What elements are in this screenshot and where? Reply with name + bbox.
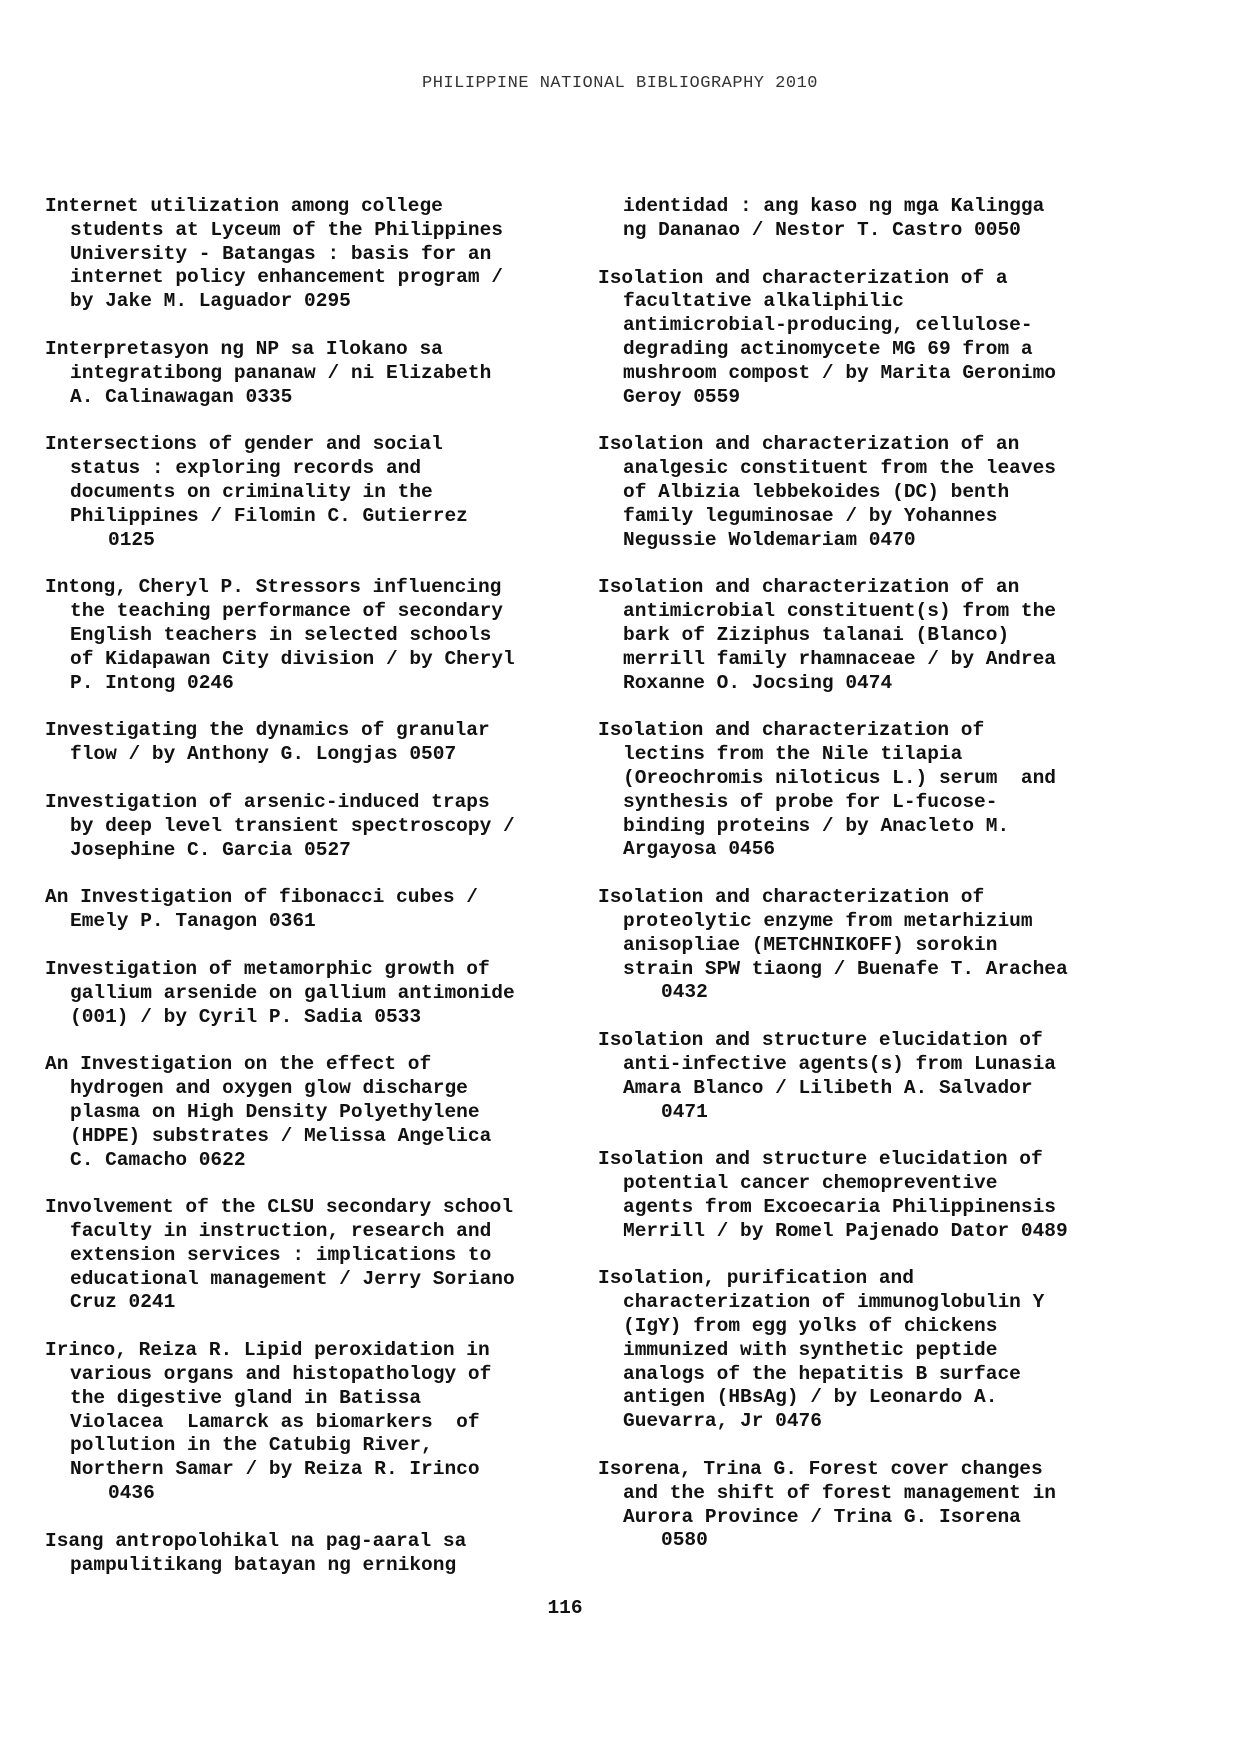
bibliography-entry [598, 1458, 1118, 1553]
entry-line: by Jake M. Laguador 0295 [70, 290, 351, 313]
bibliography-entry [45, 433, 565, 552]
entry-line: extension services : implications to [70, 1243, 492, 1266]
entry-line: agents from Excoecaria Philippinensis [623, 1195, 1056, 1218]
entry-line: integratibong pananaw / ni Elizabeth [70, 361, 492, 384]
bibliography-entry [598, 886, 1118, 1005]
bibliography-entry [45, 1053, 565, 1172]
entry-line: Isorena, Trina G. Forest cover changes [598, 1458, 1043, 1481]
entry-line: anti-infective agents(s) from Lunasia [623, 1052, 1056, 1075]
entry-line: Investigation of metamorphic growth of [45, 957, 490, 980]
entry-line: Argayosa 0456 [623, 838, 776, 861]
entry-line: University - Batangas : basis for an [70, 242, 492, 265]
entry-line: Amara Blanco / Lilibeth A. Salvador [623, 1076, 1033, 1099]
entry-line: (Oreochromis niloticus L.) serum and [623, 766, 1056, 789]
entry-line: Merrill / by Romel Pajenado Dator 0489 [623, 1219, 1068, 1242]
entry-line: (HDPE) substrates / Melissa Angelica [70, 1124, 492, 1147]
bibliography-entry [45, 719, 565, 767]
bibliography-entry [598, 267, 1118, 410]
entry-line: plasma on High Density Polyethylene [70, 1100, 480, 1123]
entry-line: Josephine C. Garcia 0527 [70, 838, 351, 861]
entry-line: various organs and histopathology of [70, 1363, 492, 1386]
bibliography-entry [598, 195, 1118, 243]
entry-line: Irinco, Reiza R. Lipid peroxidation in [45, 1339, 490, 1362]
entry-line: analgesic constituent from the leaves [623, 457, 1056, 480]
entry-line: 0471 [661, 1100, 708, 1123]
entry-line: Geroy 0559 [623, 385, 741, 408]
entry-line: degrading actinomycete MG 69 from a [623, 337, 1033, 360]
entry-line: (IgY) from egg yolks of chickens [623, 1315, 998, 1338]
entry-line: Internet utilization among college [45, 195, 443, 217]
entry-line: 0432 [661, 981, 708, 1004]
entry-line: 0125 [108, 528, 155, 551]
bibliography-entry [45, 1530, 565, 1578]
left-column [45, 195, 565, 1601]
entry-line: documents on criminality in the [70, 480, 433, 503]
entry-line: Isolation and characterization of a [598, 266, 1008, 289]
entry-line: potential cancer chemopreventive [623, 1172, 998, 1195]
entry-line: strain SPW tiaong / Buenafe T. Arachea [623, 957, 1068, 980]
entry-line: binding proteins / by Anacleto M. [623, 814, 1010, 837]
bibliography-entry [598, 1029, 1118, 1124]
entry-line: Isolation and structure elucidation of [598, 1029, 1043, 1052]
entry-line: antigen (HBsAg) / by Leonardo A. [623, 1386, 998, 1409]
entry-line: analogs of the hepatitis B surface [623, 1362, 1021, 1385]
entry-line: family leguminosae / by Yohannes [623, 504, 998, 527]
entry-line: Violacea Lamarck as biomarkers of [70, 1410, 480, 1433]
entry-line: An Investigation on the effect of [45, 1053, 432, 1076]
entry-line: Philippines / Filomin C. Gutierrez [70, 504, 468, 527]
entry-line: Emely P. Tanagon 0361 [70, 910, 316, 933]
right-column [598, 195, 1118, 1577]
entry-line: antimicrobial-producing, cellulose- [623, 314, 1033, 337]
entry-line: Investigation of arsenic-induced traps [45, 790, 490, 813]
entry-line: (001) / by Cyril P. Sadia 0533 [70, 1005, 422, 1028]
entry-line: merrill family rhamnaceae / by Andrea [623, 647, 1056, 670]
entry-line: ng Dananao / Nestor T. Castro 0050 [623, 218, 1021, 241]
bibliography-entry [45, 958, 565, 1029]
entry-line: and the shift of forest management in [623, 1481, 1056, 1504]
entry-line: Isolation, purification and [598, 1267, 914, 1290]
bibliography-entry [45, 886, 565, 934]
entry-line: educational management / Jerry Soriano [70, 1267, 515, 1290]
entry-line: Isolation and structure elucidation of [598, 1148, 1043, 1171]
entry-line: Intersections of gender and social [45, 433, 443, 456]
entry-line: of Kidapawan City division / by Cheryl [70, 647, 515, 670]
entry-line: characterization of immunoglobulin Y [623, 1291, 1045, 1314]
entry-line: by deep level transient spectroscopy / [70, 814, 515, 837]
entry-line: lectins from the Nile tilapia [623, 743, 963, 766]
entry-line: Negussie Woldemariam 0470 [623, 528, 916, 551]
entry-line: Northern Samar / by Reiza R. Irinco [70, 1458, 480, 1481]
bibliography-entry [45, 791, 565, 862]
entry-line: the digestive gland in Batissa [70, 1386, 422, 1409]
bibliography-entry [45, 1196, 565, 1315]
entry-line: students at Lyceum of the Philippines [70, 218, 503, 241]
entry-line: An Investigation of fibonacci cubes / [45, 886, 478, 909]
running-header: PHILIPPINE NATIONAL BIBLIOGRAPHY 2010 [422, 74, 818, 93]
entry-line: Isolation and characterization of an [598, 433, 1020, 456]
entry-line: identidad : ang kaso ng mga Kalingga [623, 195, 1045, 217]
entry-line: mushroom compost / by Marita Geronimo [623, 361, 1056, 384]
entry-line: Involvement of the CLSU secondary school [45, 1196, 514, 1219]
entry-line: Interpretasyon ng NP sa Ilokano sa [45, 337, 443, 360]
bibliography-entry [598, 1148, 1118, 1243]
entry-line: A. Calinawagan 0335 [70, 385, 293, 408]
entry-line: anisopliae (METCHNIKOFF) sorokin [623, 933, 998, 956]
bibliography-entry [598, 1267, 1118, 1434]
entry-line: Guevarra, Jr 0476 [623, 1410, 822, 1433]
entry-line: immunized with synthetic peptide [623, 1338, 998, 1361]
entry-line: facultative alkaliphilic [623, 290, 904, 313]
entry-line: 0580 [661, 1529, 708, 1552]
entry-line: faculty in instruction, research and [70, 1220, 492, 1243]
entry-line: Roxanne O. Jocsing 0474 [623, 671, 893, 694]
entry-line: C. Camacho 0622 [70, 1148, 246, 1171]
entry-line: Isolation and characterization of [598, 886, 985, 909]
entry-line: status : exploring records and [70, 457, 422, 480]
entry-line: flow / by Anthony G. Longjas 0507 [70, 743, 457, 766]
entry-line: pollution in the Catubig River, [70, 1434, 433, 1457]
entry-line: Aurora Province / Trina G. Isorena [623, 1505, 1021, 1528]
bibliography-entry [45, 195, 565, 314]
entry-line: of Albizia lebbekoides (DC) benth [623, 480, 1010, 503]
entry-line: pampulitikang batayan ng ernikong [70, 1553, 457, 1576]
entry-line: Isolation and characterization of [598, 719, 985, 742]
entry-line: Cruz 0241 [70, 1291, 176, 1314]
entry-line: hydrogen and oxygen glow discharge [70, 1077, 468, 1100]
bibliography-entry [45, 576, 565, 695]
bibliography-entry [598, 719, 1118, 862]
entry-line: antimicrobial constituent(s) from the [623, 600, 1056, 623]
bibliography-entry [45, 1339, 565, 1506]
entry-line: 0436 [108, 1482, 155, 1505]
entry-line: English teachers in selected schools [70, 623, 492, 646]
bibliography-entry [598, 576, 1118, 695]
entry-line: Isolation and characterization of an [598, 576, 1020, 599]
page-number: 116 [547, 1597, 583, 1619]
entry-line: proteolytic enzyme from metarhizium [623, 909, 1033, 932]
entry-line: synthesis of probe for L-fucose- [623, 790, 998, 813]
entry-line: the teaching performance of secondary [70, 600, 503, 623]
entry-line: Investigating the dynamics of granular [45, 719, 490, 742]
entry-line: Isang antropolohikal na pag-aaral sa [45, 1529, 467, 1552]
entry-line: P. Intong 0246 [70, 671, 234, 694]
entry-line: bark of Ziziphus talanai (Blanco) [623, 623, 1010, 646]
entry-line: gallium arsenide on gallium antimonide [70, 981, 515, 1004]
entry-line: internet policy enhancement program / [70, 266, 503, 289]
entry-line: Intong, Cheryl P. Stressors influencing [45, 576, 502, 599]
bibliography-entry [45, 338, 565, 409]
bibliography-entry [598, 433, 1118, 552]
